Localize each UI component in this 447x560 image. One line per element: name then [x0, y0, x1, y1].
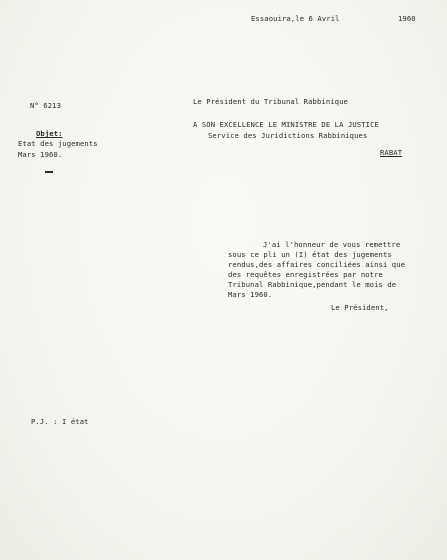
body-line-3: rendus,des affaires conciliées ainsi que	[228, 260, 406, 269]
reference-number: N° 6213	[30, 101, 61, 110]
body-line-1: J'ai l'honneur de vous remettre	[263, 240, 401, 249]
pen-dash-mark	[45, 171, 53, 173]
recipient-line-2: Service des Juridictions Rabbiniques	[208, 131, 368, 140]
place-date: Essaouira,le 6 Avril	[251, 14, 340, 23]
object-line-1: Etat des jugements	[18, 139, 98, 148]
body-line-4: des requêtes enregistrées par notre	[228, 270, 383, 279]
body-line-5: Tribunal Rabbinique,pendant le mois de	[228, 280, 397, 289]
recipient-city: RABAT	[380, 148, 403, 157]
object-label: Objet:	[36, 129, 63, 138]
enclosure-note: P.J. : I état	[31, 417, 89, 426]
sender-title: Le Président du Tribunal Rabbinique	[193, 97, 348, 106]
object-line-2: Mars 1960.	[18, 150, 63, 159]
signature-line: Le Président,	[331, 303, 389, 312]
body-line-6: Mars 1960.	[228, 290, 273, 299]
body-line-2: sous ce pli un (I) état des jugements	[228, 250, 392, 259]
recipient-line-1: A SON EXCELLENCE LE MINISTRE DE LA JUSTICE	[193, 120, 379, 129]
date-year: 1960	[398, 14, 416, 23]
